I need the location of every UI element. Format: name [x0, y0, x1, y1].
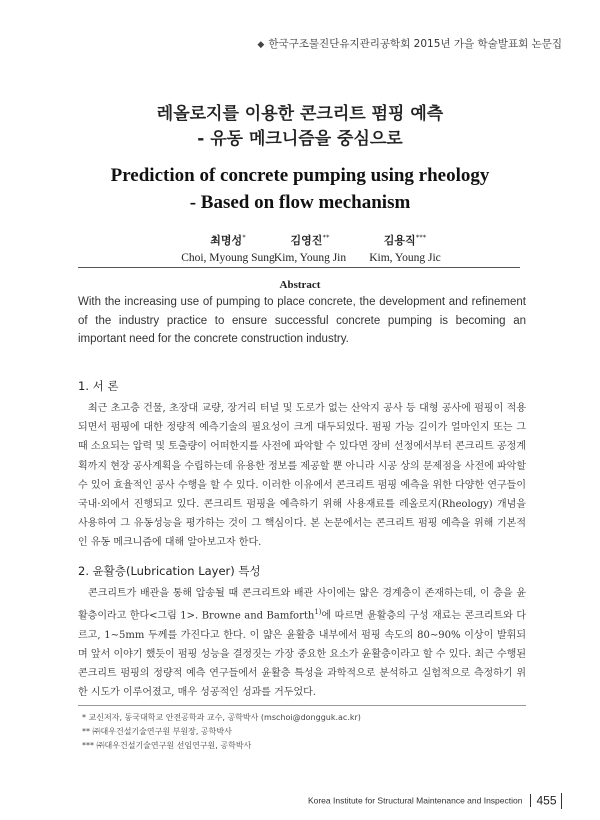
section-1-body: 최근 초고층 건물, 초장대 교량, 장거리 터널 및 도로가 없는 산악지 공사 등 대형 공사에 펌핑이 적용되면서 펌핑에 대한 정량적 예측기술의 필요성이 크게 대두되었다. 펌핑 가능 길이가 얼마인지 또는 그때 소요되는 압력 및 토출량이 어떠한지를 사전에 파악할 수 있다면 장비 선정에서부터 콘크리트 공정계획까지 현장 공사계획을 수립하는데 유용한 정보를 제공할 뿐 아니라 시공 상의 문제점을 사전에 파악할 수 있어 효율적인 공사 수행을 할 수 있다. 이러한 이유에서 콘크리트 펌핑 예측을 위한 다양한 연구들이 국내·외에서 진행되고 있다. 콘크리트 펌핑을 예측하기 위해 사용재료를 레올로지(Rheology) 개념을 사용하여 그 유동성능을 평가하는 것이 그 핵심이다. 본 논문에서는 콘크리트 펌핑 예측을 위해 기본적인 유동 메크니즘에 대해 알아보고자 한다. — [78, 403, 526, 549]
author-3-mark: *** — [415, 233, 427, 242]
footnote-3-text: ㈜대우건설기술연구원 선임연구원, 공학박사 — [96, 741, 252, 750]
page-number: 455 — [536, 793, 557, 808]
author-list — [0, 232, 600, 268]
author-1-mark: * — [242, 233, 246, 242]
footnote-2-text: ㈜대우건설기술연구원 부원장, 공학박사 — [92, 727, 232, 736]
footnote-divider — [78, 705, 526, 706]
author-2-mark: ** — [322, 233, 330, 242]
reference-1-mark: 1) — [314, 608, 322, 617]
abstract-divider — [78, 267, 520, 268]
footer-institute: Korea Institute for Structural Maintenance and Inspection — [307, 795, 523, 806]
page-footer — [308, 790, 562, 808]
author-3-korean-name: 김용직 — [383, 234, 416, 247]
english-title-line-2: - Based on flow mechanism — [189, 192, 411, 213]
footnote-1-text: 교신저자, 동국대학교 안전공학과 교수, 공학박사 (mschoi@dongguk.ac.kr) — [88, 713, 361, 722]
korean-title-line-1: 레올로지를 이용한 콘크리트 펌핑 예측 — [156, 104, 444, 124]
author-2-english-name: Kim, Young Jin — [273, 252, 347, 264]
abstract-heading: Abstract — [279, 279, 321, 291]
footnote-3-mark: *** — [82, 741, 94, 750]
english-title-line-1: Prediction of concrete pumping using rheology — [110, 165, 490, 186]
section-2-text-b: 에 따르면 윤활층의 구성 재료는 콘크리트와 다르고, 1∼5mm 두께를 가진다고 한다. 이 얇은 윤활층 내부에서 펌핑 속도의 80∼90% 이상이 발휘되며 앞서 이야기 했듯이 펌핑 성능을 결정짓는 가장 중요한 요소가 윤활층이라고 할 수 있다. 최근 수행된 콘크리트 펌핑의 정량적 예측 연구들에서 윤활층 특성을 과학적으로 분석하고 실험적으로 측정하기 위한 시도가 이루어졌고, 매우 성공적인 성과를 거두었다. — [78, 610, 526, 699]
footer-divider — [530, 794, 531, 807]
author-3 — [335, 232, 475, 264]
korean-title — [0, 102, 600, 152]
author-1-english-name: Choi, Myoung Sung — [181, 252, 275, 264]
abstract-text: With the increasing use of pumping to place concrete, the development and refinement of the industry practice to ensure successful concrete pumping is becoming an important need for the concrete construction industry. — [78, 296, 526, 345]
footnote-2 — [82, 726, 232, 737]
author-2-korean-name: 김영진 — [290, 234, 323, 247]
section-2-body — [78, 584, 526, 703]
section-1-heading: 1. 서 론 — [78, 379, 119, 393]
footnote-2-mark: ** — [82, 727, 90, 736]
section-2-text-a: 콘크리트가 배관을 통해 압송될 때 콘크리트와 배관 사이에는 얇은 경계층이 존재하는데, 이 층을 윤활층이라고 한다<그림 1>. Browne and Bamforth — [78, 588, 526, 622]
footnote-1 — [82, 712, 361, 723]
footnote-1-mark: * — [82, 713, 86, 722]
diamond-bullet-icon: ◆ — [257, 40, 265, 50]
journal-title: 한국구조물진단유지관리공학회 2015년 가을 학술발표회 논문집 — [268, 38, 562, 50]
korean-title-line-2: - 유동 메크니즘을 중심으로 — [197, 129, 403, 149]
running-header — [257, 36, 562, 51]
footer-edge-bar — [561, 793, 563, 809]
author-3-english-name: Kim, Young Jic — [369, 252, 441, 264]
english-title — [0, 162, 600, 216]
section-2-heading: 2. 윤활층(Lubrication Layer) 특성 — [78, 564, 261, 578]
author-1-korean-name: 최명성 — [210, 234, 243, 247]
footnote-3 — [82, 740, 251, 751]
